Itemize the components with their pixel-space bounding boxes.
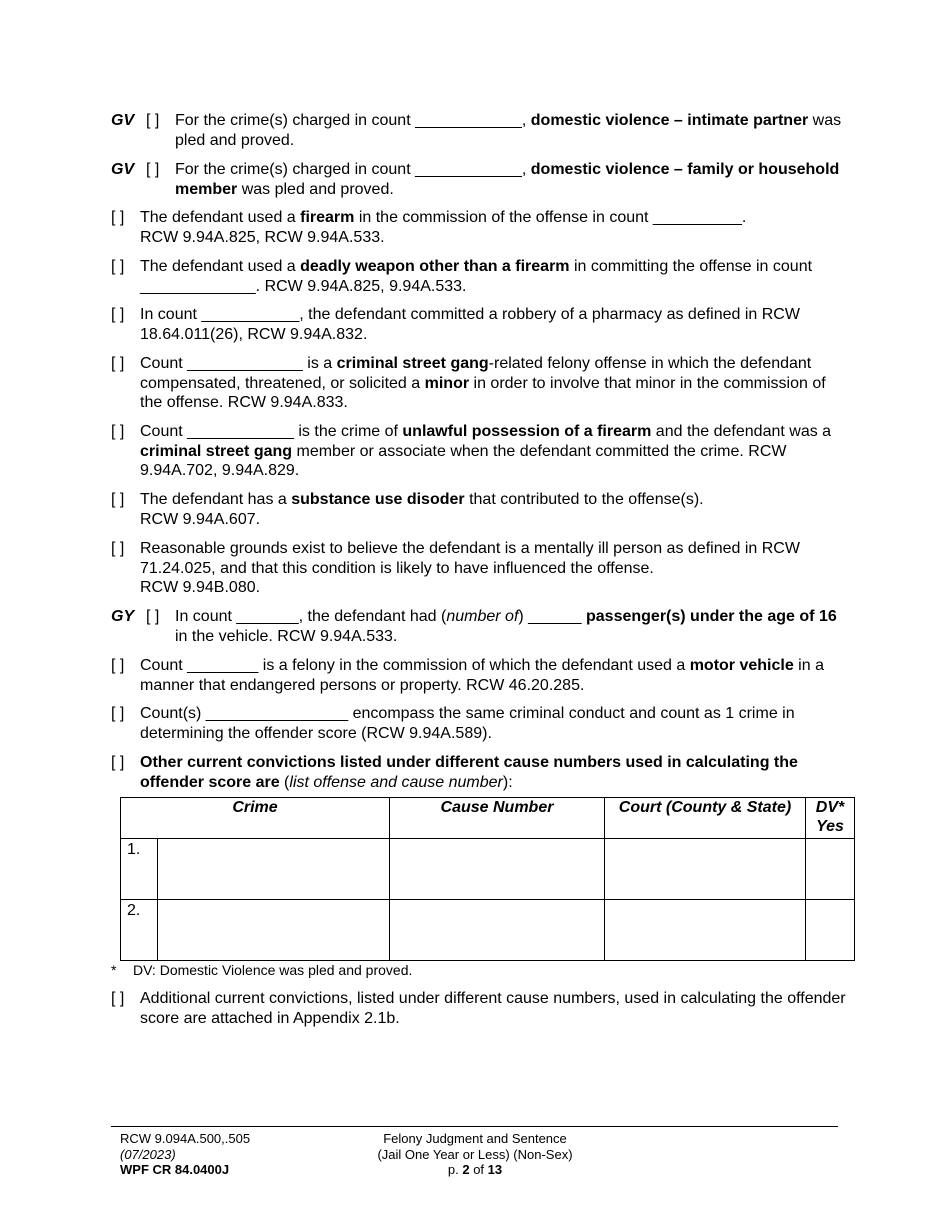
gy-passengers-item: GY [ ] In count _______, the defendant had (number of) ______ passenger(s) under the age of 16 in the vehicle. RCW 9.94A.533. bbox=[111, 608, 837, 645]
firearm-item: [ ] The defendant used a firearm in the commission of the offense in count __________. RCW 9.94A.825, RCW 9.94A.533. bbox=[111, 209, 747, 246]
pharmacy-robbery-item: [ ] In count ___________, the defendant committed a robbery of a pharmacy as defined in RCW 18.64.011(26), RCW 9.94A.832. bbox=[111, 306, 800, 343]
gv-tag: GV bbox=[111, 112, 135, 129]
dv-cell[interactable] bbox=[806, 839, 855, 900]
checkbox[interactable]: [ ] bbox=[111, 657, 125, 674]
gv-tag: GV bbox=[111, 161, 135, 178]
page-number: p. 2 of 13 bbox=[447, 1162, 503, 1177]
footer-center bbox=[355, 1131, 595, 1178]
checkbox[interactable]: [ ] bbox=[111, 990, 125, 1007]
checkbox[interactable]: [ ] bbox=[111, 705, 125, 722]
same-conduct-item: [ ] Count(s) ________________ encompass the same criminal conduct and count as 1 crime in determining the offender score (RCW 9.94A.589). bbox=[111, 705, 795, 742]
footnote-text: DV: Domestic Violence was pled and proved. bbox=[133, 962, 413, 978]
checkbox[interactable]: [ ] bbox=[111, 491, 125, 508]
cause-number-cell[interactable] bbox=[390, 839, 605, 900]
convictions-table bbox=[120, 797, 855, 961]
footer-form-id: WPF CR 84.0400J bbox=[120, 1162, 230, 1177]
checkbox[interactable]: [ ] bbox=[111, 540, 125, 557]
court-cell[interactable] bbox=[605, 900, 806, 961]
footer-date: (07/2023) bbox=[120, 1146, 176, 1162]
row-number: 1. bbox=[121, 839, 158, 900]
table-header-row bbox=[121, 798, 855, 839]
table-row bbox=[121, 900, 855, 961]
gv-family-member-item: GV [ ] For the crime(s) charged in count ____________, domestic violence – family or household member was pled and proved. bbox=[111, 161, 840, 198]
additional-convictions-item: [ ] Additional current convictions, listed under different cause numbers, used in calculating the offender score are attached in Appendix 2.1b. bbox=[111, 990, 846, 1027]
header-cause-number: Cause Number bbox=[390, 798, 605, 839]
footer-rcw: RCW 9.094A.500,.505 bbox=[120, 1131, 251, 1146]
court-cell[interactable] bbox=[605, 839, 806, 900]
row-number: 2. bbox=[121, 900, 158, 961]
gy-tag: GY bbox=[111, 608, 135, 625]
unlawful-firearm-item: [ ] Count ____________ is the crime of unlawful possession of a firearm and the defendant was a criminal street gang member or associate when the defendant committed the crime. RCW 9.94A.702, 9.94A.829. bbox=[111, 423, 832, 479]
table-row bbox=[121, 839, 855, 900]
checkbox[interactable]: [ ] bbox=[146, 161, 160, 178]
checkbox[interactable]: [ ] bbox=[111, 258, 125, 275]
checkbox[interactable]: [ ] bbox=[146, 608, 160, 625]
dv-cell[interactable] bbox=[806, 900, 855, 961]
footer-subtitle: (Jail One Year or Less) (Non-Sex) bbox=[377, 1146, 573, 1162]
substance-use-item: [ ] The defendant has a substance use disoder that contributed to the offense(s). RCW 9.94A.607. bbox=[111, 491, 704, 528]
footnote-star: * bbox=[111, 962, 117, 978]
checkbox[interactable]: [ ] bbox=[111, 306, 125, 323]
header-dv-yes: DV* Yes bbox=[806, 798, 855, 839]
deadly-weapon-item: [ ] The defendant used a deadly weapon other than a firearm in committing the offense in count _____________. RCW 9.94A.825, 9.94A.533. bbox=[111, 258, 813, 295]
motor-vehicle-item: [ ] Count ________ is a felony in the commission of which the defendant used a motor vehicle in a manner that endangered persons or property. RCW 46.20.285. bbox=[111, 657, 824, 694]
footer-divider bbox=[111, 1126, 838, 1127]
header-court: Court (County & State) bbox=[605, 798, 806, 839]
cause-number-cell[interactable] bbox=[390, 900, 605, 961]
footer-title: Felony Judgment and Sentence bbox=[383, 1131, 567, 1146]
footer-left bbox=[120, 1131, 250, 1178]
dv-footnote bbox=[111, 962, 412, 978]
crime-cell[interactable] bbox=[158, 839, 390, 900]
mental-illness-item: [ ] Reasonable grounds exist to believe the defendant is a mentally ill person as defined in RCW 71.24.025, and that this condition is likely to have influenced the offense. RCW 9.94B.080. bbox=[111, 540, 800, 596]
crime-cell[interactable] bbox=[158, 900, 390, 961]
checkbox[interactable]: [ ] bbox=[111, 754, 125, 771]
checkbox[interactable]: [ ] bbox=[146, 112, 160, 129]
checkbox[interactable]: [ ] bbox=[111, 355, 125, 372]
checkbox[interactable]: [ ] bbox=[111, 209, 125, 226]
gang-minor-item: [ ] Count _____________ is a criminal street gang-related felony offense in which the defendant compensated, threatened, or solicited a minor in order to involve that minor in the commission of the offense. RCW 9.94A.833. bbox=[111, 355, 826, 411]
other-convictions-item: [ ] Other current convictions listed under different cause numbers used in calculating the offender score are (list offense and cause number): bbox=[111, 754, 798, 791]
gv-intimate-partner-item: GV [ ] For the crime(s) charged in count ____________, domestic violence – intimate partner was pled and proved. bbox=[111, 112, 842, 149]
header-crime: Crime bbox=[121, 798, 390, 839]
checkbox[interactable]: [ ] bbox=[111, 423, 125, 440]
